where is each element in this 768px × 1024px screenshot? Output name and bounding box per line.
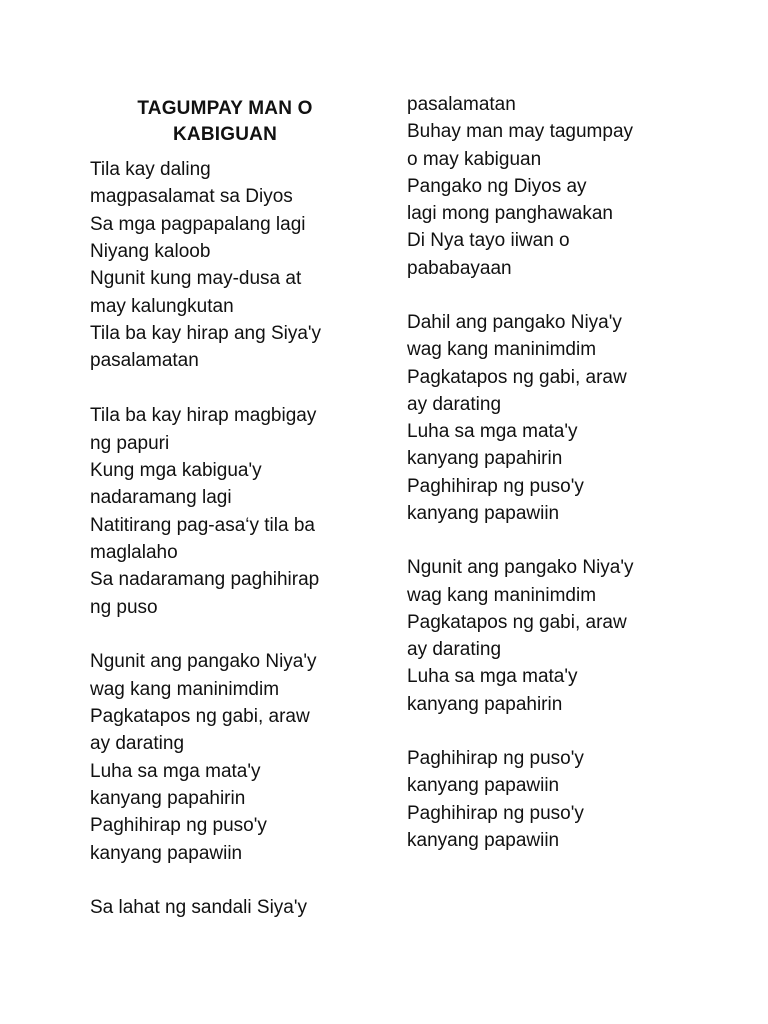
lyric-line: Luha sa mga mata'y: [407, 421, 578, 442]
lyric-line: ng papuri: [90, 432, 170, 454]
lyric-line: lagi mong panghawakan: [407, 203, 613, 224]
lyric-line: Ngunit ang pangako Niya'y: [90, 651, 317, 673]
lyric-line: may kalungkutan: [90, 295, 234, 317]
lyric-line: kanyang papawiin: [407, 775, 560, 797]
lyric-line: kanyang papawiin: [407, 829, 560, 851]
lyric-line: ay darating: [407, 393, 502, 415]
lyric-line: Sa mga pagpapalang lagi: [90, 213, 306, 235]
lyric-line: Buhay man may tagumpay: [407, 121, 634, 143]
title-line-1: TAGUMPAY MAN O: [137, 98, 313, 119]
lyric-line: Sa lahat ng sandali Siya'y: [90, 897, 307, 919]
lyric-line: wag kang maninimdim: [407, 339, 597, 361]
title-line-2: KABIGUAN: [173, 124, 277, 145]
lyric-line: maglalaho: [90, 541, 178, 563]
lyric-line: ay darating: [90, 733, 185, 755]
lyric-line: Dahil ang pangako Niya'y: [407, 312, 622, 333]
song-title: [90, 96, 360, 148]
lyric-line: wag kang maninimdim: [407, 584, 597, 606]
lyric-line: Ngunit kung may-dusa at: [90, 268, 302, 290]
lyric-line: Ngunit ang pangako Niya'y: [407, 557, 634, 579]
lyric-line: pababayaan: [407, 257, 512, 279]
lyric-line: Di Nya tayo iiwan o: [407, 230, 570, 252]
lyric-line: kanyang papahirin: [407, 448, 563, 470]
lyric-line: o may kabiguan: [407, 148, 542, 170]
lyric-line: wag kang maninimdim: [90, 678, 280, 700]
lyric-line: Pagkatapos ng gabi, araw: [407, 611, 627, 633]
lyric-line: Niyang kaloob: [90, 241, 211, 263]
lyric-line: ay darating: [407, 639, 502, 660]
lyric-line: ng puso: [90, 596, 158, 618]
lyric-line: Luha sa mga mata'y: [90, 760, 261, 782]
lyric-line: kanyang papawiin: [90, 842, 243, 864]
lyric-line: Luha sa mga mata'y: [407, 666, 578, 688]
lyric-line: magpasalamat sa Diyos: [90, 186, 293, 208]
lyric-line: Tila ba kay hirap ang Siya'y: [90, 323, 322, 345]
lyric-line: pasalamatan: [90, 350, 199, 372]
lyric-line: Tila kay daling: [90, 159, 211, 180]
lyric-line: Sa nadaramang paghihirap: [90, 569, 320, 591]
lyric-line: Pangako ng Diyos ay: [407, 175, 587, 197]
lyric-line: pasalamatan: [407, 94, 516, 115]
lyric-line: Natitirang pag-asa‘y tila ba: [90, 514, 315, 536]
lyric-line: Paghihirap ng puso'y: [407, 748, 584, 769]
lyric-line: Kung mga kabigua'y: [90, 459, 262, 481]
lyric-line: kanyang papahirin: [407, 693, 563, 715]
lyric-line: nadaramang lagi: [90, 487, 232, 509]
lyric-line: Pagkatapos ng gabi, araw: [407, 366, 627, 388]
lyric-line: Paghihirap ng puso'y: [90, 815, 267, 837]
lyric-line: Pagkatapos ng gabi, araw: [90, 706, 310, 727]
lyric-line: Paghihirap ng puso'y: [407, 802, 584, 824]
lyric-line: Tila ba kay hirap magbigay: [90, 405, 317, 427]
lyric-line: kanyang papawiin: [407, 502, 560, 524]
lyric-line: kanyang papahirin: [90, 788, 246, 810]
lyric-line: Paghihirap ng puso'y: [407, 475, 584, 497]
